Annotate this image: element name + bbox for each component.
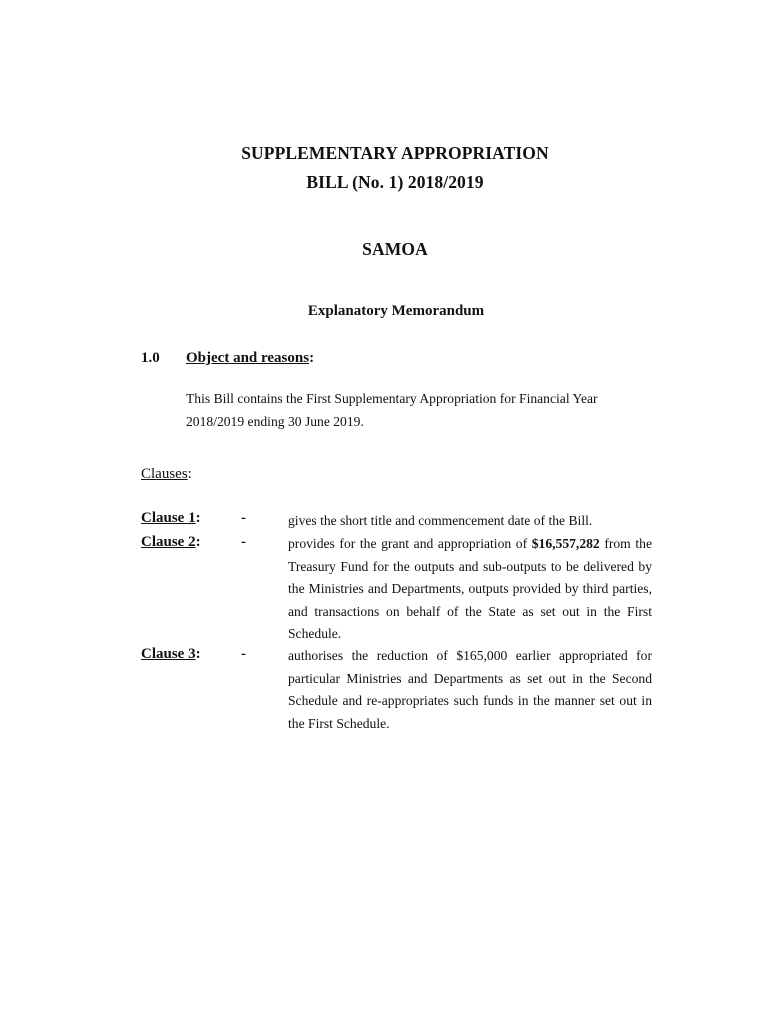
bill-title-line-1: SUPPLEMENTARY APPROPRIATION <box>241 143 549 163</box>
clauses-heading-text: Clauses <box>141 466 188 482</box>
section-heading <box>186 350 314 367</box>
clauses-heading <box>141 466 192 483</box>
clause-1-colon: : <box>195 510 201 526</box>
section-number: 1.0 <box>141 350 160 366</box>
clause-3-text: authorises the reduction of $165,000 earlier appropriated for particular Ministries and Departments as set out in the Second Schedule and re-appropriates such funds in the manner set out in the First Schedule. <box>288 648 652 731</box>
clause-2-dash: - <box>241 534 246 550</box>
section-body: This Bill contains the First Supplementary Appropriation for Financial Year 2018/2019 ending 30 June 2019. <box>186 391 598 429</box>
section-heading-colon: : <box>309 350 315 366</box>
clause-3-label-text: Clause 3 <box>141 646 196 662</box>
clause-1-text: gives the short title and commencement date of the Bill. <box>288 513 593 528</box>
clause-2-text-after: from the Treasury Fund for the outputs and sub-outputs to be delivered by the Ministries and Departments, outputs provided by third parties, and transactions on behalf of the State as set out in the First Schedule. <box>288 536 652 642</box>
section-heading-text: Object and reasons <box>186 350 310 366</box>
clause-1-label <box>141 510 201 527</box>
clause-2-colon: : <box>195 534 201 550</box>
clause-2-text-before: provides for the grant and appropriation of <box>288 536 532 551</box>
clause-3-colon: : <box>195 646 201 662</box>
clause-1-dash: - <box>241 510 246 526</box>
clause-3-label <box>141 646 201 663</box>
clause-3-dash: - <box>241 646 246 662</box>
clause-2-text <box>288 533 652 646</box>
clauses-heading-colon: : <box>187 466 192 482</box>
bill-title-line-2: BILL (No. 1) 2018/2019 <box>306 172 484 192</box>
clause-1-label-text: Clause 1 <box>141 510 196 526</box>
country-heading: SAMOA <box>362 239 428 259</box>
memo-heading: Explanatory Memorandum <box>307 303 485 319</box>
clause-2-label-text: Clause 2 <box>141 534 196 550</box>
clause-2-amount: $16,557,282 <box>531 536 600 551</box>
clause-2-label <box>141 534 201 551</box>
